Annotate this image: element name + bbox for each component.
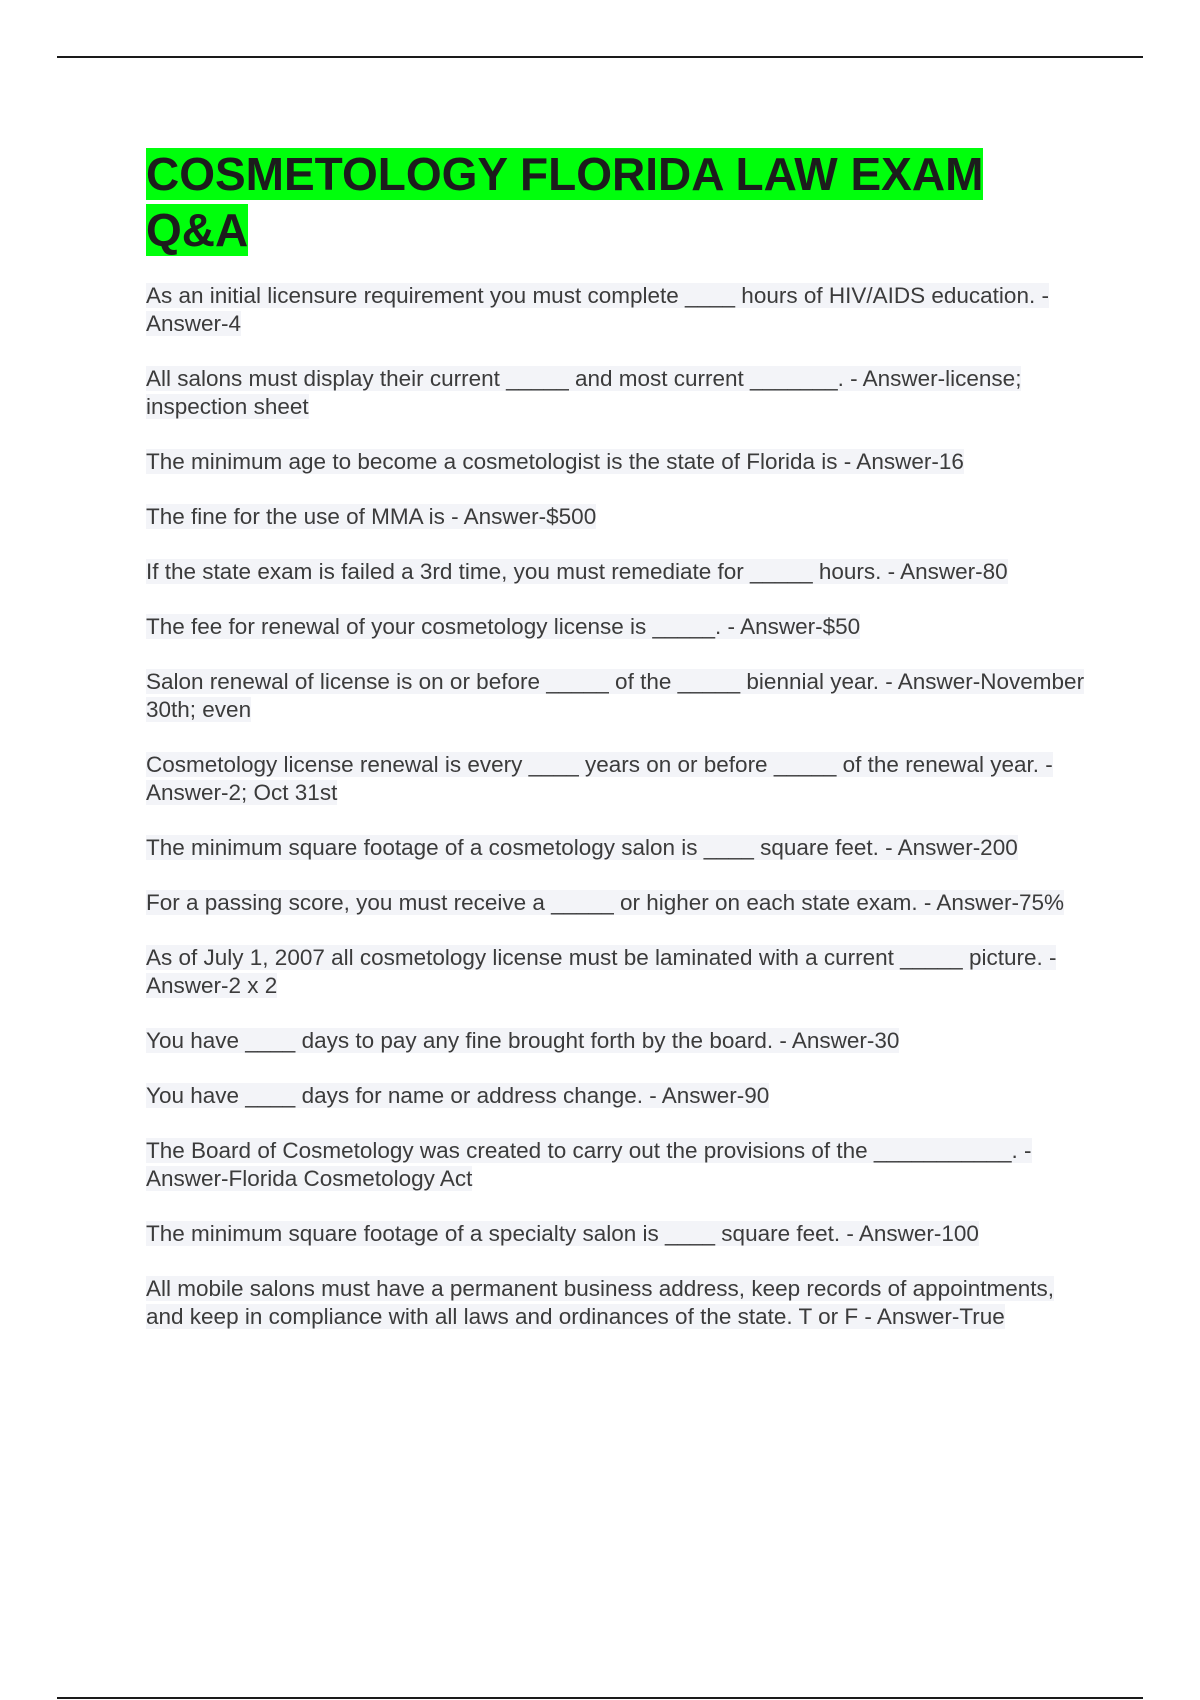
qa-item bbox=[146, 889, 1096, 917]
qa-item bbox=[146, 668, 1096, 724]
qa-text: The minimum square footage of a cosmetology salon is ____ square feet. - Answer-200 bbox=[146, 835, 1018, 860]
qa-text: The fine for the use of MMA is - Answer-$500 bbox=[146, 504, 597, 529]
qa-text: All salons must display their current _____ and most current _______. - Answer-license; inspection sheet bbox=[146, 366, 1022, 419]
qa-item bbox=[146, 282, 1096, 338]
qa-text: As an initial licensure requirement you must complete ____ hours of HIV/AIDS education. - Answer-4 bbox=[146, 283, 1049, 336]
qa-item bbox=[146, 613, 1096, 641]
qa-item bbox=[146, 1220, 1096, 1248]
qa-list bbox=[146, 282, 1096, 1331]
qa-item bbox=[146, 448, 1096, 476]
qa-text: Cosmetology license renewal is every ____ years on or before _____ of the renewal year. - Answer-2; Oct 31st bbox=[146, 752, 1053, 805]
qa-item bbox=[146, 751, 1096, 807]
qa-text: The minimum age to become a cosmetologist is the state of Florida is - Answer-16 bbox=[146, 449, 964, 474]
qa-item bbox=[146, 1275, 1096, 1331]
qa-text: You have ____ days for name or address change. - Answer-90 bbox=[146, 1083, 770, 1108]
qa-text: If the state exam is failed a 3rd time, you must remediate for _____ hours. - Answer-80 bbox=[146, 559, 1008, 584]
page-title bbox=[146, 146, 1046, 258]
qa-item bbox=[146, 1082, 1096, 1110]
qa-item bbox=[146, 834, 1096, 862]
qa-text: The Board of Cosmetology was created to carry out the provisions of the ___________. - Answer-Florida Cosmetology Act bbox=[146, 1138, 1032, 1191]
document-body bbox=[146, 146, 1096, 1358]
page-title-text: COSMETOLOGY FLORIDA LAW EXAM Q&A bbox=[146, 148, 984, 256]
qa-item bbox=[146, 1027, 1096, 1055]
qa-text: The fee for renewal of your cosmetology license is _____. - Answer-$50 bbox=[146, 614, 861, 639]
qa-text: The minimum square footage of a specialty salon is ____ square feet. - Answer-100 bbox=[146, 1221, 979, 1246]
qa-text: As of July 1, 2007 all cosmetology license must be laminated with a current _____ picture. - Answer-2 x 2 bbox=[146, 945, 1057, 998]
qa-item bbox=[146, 944, 1096, 1000]
top-rule bbox=[57, 56, 1143, 58]
qa-text: For a passing score, you must receive a _____ or higher on each state exam. - Answer-75% bbox=[146, 890, 1064, 915]
qa-text: All mobile salons must have a permanent business address, keep records of appointments, and keep in compliance with all laws and ordinances of the state. T or F - Answer-True bbox=[146, 1276, 1054, 1329]
qa-text: Salon renewal of license is on or before _____ of the _____ biennial year. - Answer-November 30th; even bbox=[146, 669, 1085, 722]
qa-text: You have ____ days to pay any fine brought forth by the board. - Answer-30 bbox=[146, 1028, 900, 1053]
qa-item bbox=[146, 365, 1096, 421]
bottom-rule bbox=[57, 1697, 1143, 1699]
qa-item bbox=[146, 558, 1096, 586]
qa-item bbox=[146, 1137, 1096, 1193]
qa-item bbox=[146, 503, 1096, 531]
